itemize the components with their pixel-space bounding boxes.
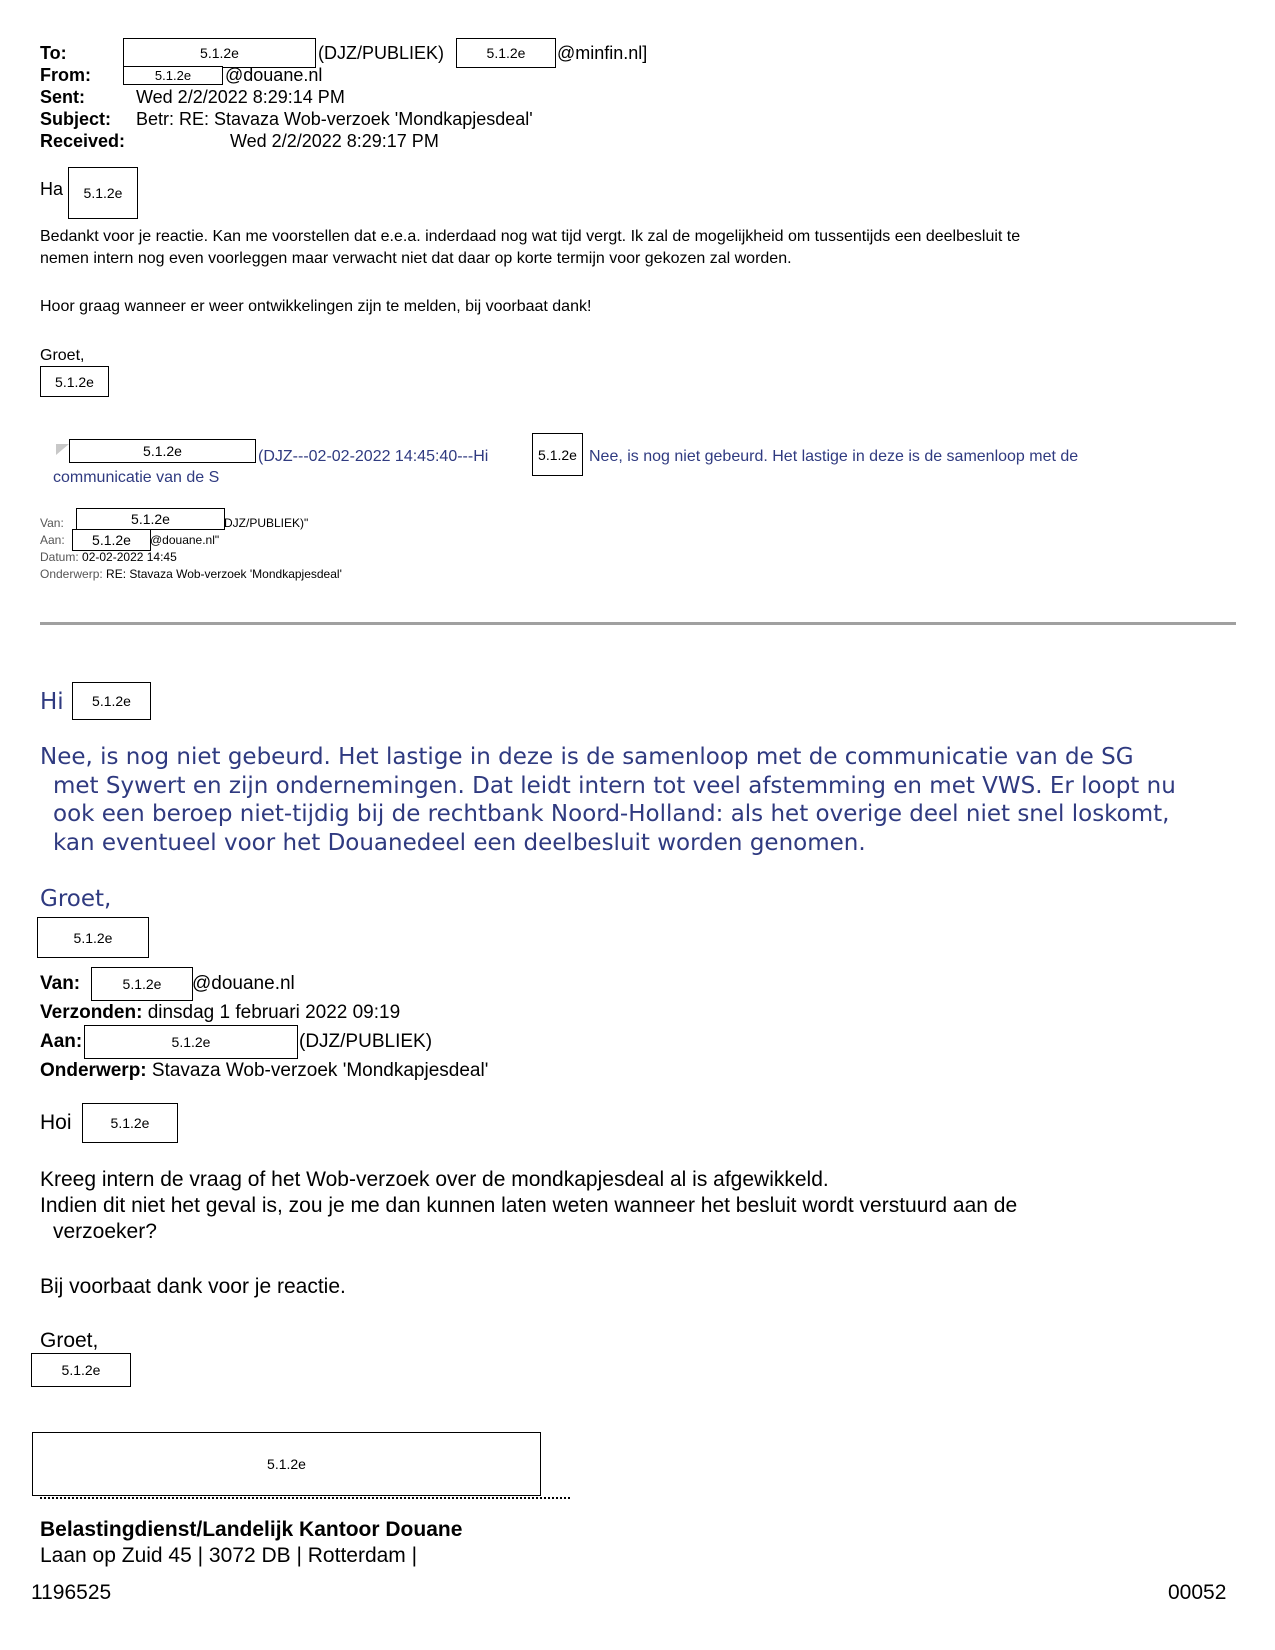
reply1-para1-line1: Bedankt voor je reactie. Kan me voorstellen dat e.e.a. inderdaad nog wat tijd vergt. Ik zal de mogelijkheid om tussentijds een deelbesluit te — [40, 228, 1021, 245]
meta-van-label: Van: — [40, 516, 64, 530]
footer-page-number: 00052 — [1168, 1581, 1227, 1604]
redaction-box: 5.1.2e — [76, 508, 225, 530]
received-label: Received: — [40, 131, 126, 151]
to-domain: @minfin.nl] — [557, 43, 648, 63]
to-department: (DJZ/PUBLIEK) — [318, 43, 445, 63]
subject-value: Betr: RE: Stavaza Wob-verzoek 'Mondkapjesdeal' — [136, 109, 533, 129]
redaction-box: 5.1.2e — [69, 439, 256, 463]
received-value: Wed 2/2/2022 8:29:17 PM — [230, 131, 439, 151]
message2-line4: kan eventueel voor het Douanedeel een deelbesluit worden genomen. — [53, 830, 866, 856]
meta3-verzonden: Verzonden: dinsdag 1 februari 2022 09:19 — [40, 1002, 401, 1023]
redaction-box: 5.1.2e — [37, 917, 149, 958]
sent-value: Wed 2/2/2022 8:29:14 PM — [136, 87, 345, 107]
footer-org: Belastingdienst/Landelijk Kantoor Douane — [40, 1518, 463, 1541]
message2-line1: Nee, is nog niet gebeurd. Het lastige in deze is de samenloop met de communicatie van de SG — [40, 744, 1134, 770]
meta3-onderwerp: Onderwerp: Stavaza Wob-verzoek 'Mondkapjesdeal' — [40, 1060, 489, 1081]
reply1-greeting: Ha — [40, 179, 64, 199]
redaction-box: 5.1.2e — [31, 1353, 131, 1387]
meta3-aan-label: Aan: — [40, 1031, 83, 1052]
reply1-para2: Hoor graag wanneer er weer ontwikkelingen zijn te melden, bij voorbaat dank! — [40, 298, 592, 315]
subject-label: Subject: — [40, 109, 112, 129]
meta3-aan-value: (DJZ/PUBLIEK) — [299, 1031, 433, 1052]
redaction-box: 5.1.2e — [123, 66, 223, 85]
message3-line2: Indien dit niet het geval is, zou je me dan kunnen laten weten wanneer het besluit wordt verstuurd aan de — [40, 1194, 1018, 1217]
redaction-box: 5.1.2e — [82, 1103, 178, 1143]
meta-datum: Datum: 02-02-2022 14:45 — [40, 550, 177, 564]
meta3-van-value: @douane.nl — [192, 973, 295, 994]
redaction-box: 5.1.2e — [532, 433, 583, 476]
footer-doc-id: 1196525 — [31, 1581, 112, 1604]
meta-onderwerp: Onderwerp: RE: Stavaza Wob-verzoek 'Mondkapjesdeal' — [40, 567, 342, 581]
message2-greeting: Hi — [40, 689, 64, 715]
collapse-arrow-icon[interactable] — [56, 444, 69, 455]
message3-line3: verzoeker? — [53, 1220, 157, 1243]
message3-greeting: Hoi — [40, 1111, 72, 1134]
message2-line3: ook een beroep niet-tijdig bij de rechtbank Noord-Holland: als het overige deel niet snel loskomt, — [53, 801, 1170, 827]
reply1-closing: Groet, — [40, 347, 85, 364]
signature-divider — [40, 1497, 570, 1499]
reply1-para1-line2: nemen intern nog even voorleggen maar verwacht niet dat daar op korte termijn voor gekozen zal worden. — [40, 250, 792, 267]
redaction-box: 5.1.2e — [72, 682, 151, 720]
preview-line2: communicatie van de S — [53, 469, 220, 486]
preview-part1: (DJZ---02-02-2022 14:45:40---Hi — [258, 448, 489, 465]
divider — [40, 622, 1236, 625]
preview-part2: Nee, is nog niet gebeurd. Het lastige in deze is de samenloop met de — [589, 448, 1079, 465]
meta3-van-label: Van: — [40, 973, 81, 994]
meta-aan-label: Aan: — [40, 533, 65, 547]
redaction-box: 5.1.2e — [123, 38, 316, 68]
message3-line4: Bij voorbaat dank voor je reactie. — [40, 1275, 346, 1298]
footer-address: Laan op Zuid 45 | 3072 DB | Rotterdam | — [40, 1544, 418, 1567]
meta-van-value: DJZ/PUBLIEK)" — [224, 516, 309, 530]
meta-aan-value: @douane.nl" — [150, 533, 220, 547]
message2-closing: Groet, — [40, 886, 112, 912]
from-domain: @douane.nl — [225, 65, 323, 85]
message2-line2: met Sywert en zijn ondernemingen. Dat leidt intern tot veel afstemming en met VWS. Er loopt nu — [53, 773, 1176, 799]
from-label: From: — [40, 65, 91, 85]
redaction-box: 5.1.2e — [68, 167, 138, 219]
to-label: To: — [40, 43, 67, 63]
message3-line1: Kreeg intern de vraag of het Wob-verzoek over de mondkapjesdeal al is afgewikkeld. — [40, 1168, 829, 1191]
redaction-box: 5.1.2e — [84, 1025, 298, 1059]
message3-closing: Groet, — [40, 1329, 99, 1352]
redaction-box: 5.1.2e — [40, 366, 109, 397]
redaction-box: 5.1.2e — [72, 529, 151, 551]
sent-label: Sent: — [40, 87, 85, 107]
redaction-box: 5.1.2e — [91, 967, 193, 1001]
redaction-box: 5.1.2e — [32, 1432, 541, 1496]
redaction-box: 5.1.2e — [456, 38, 556, 68]
